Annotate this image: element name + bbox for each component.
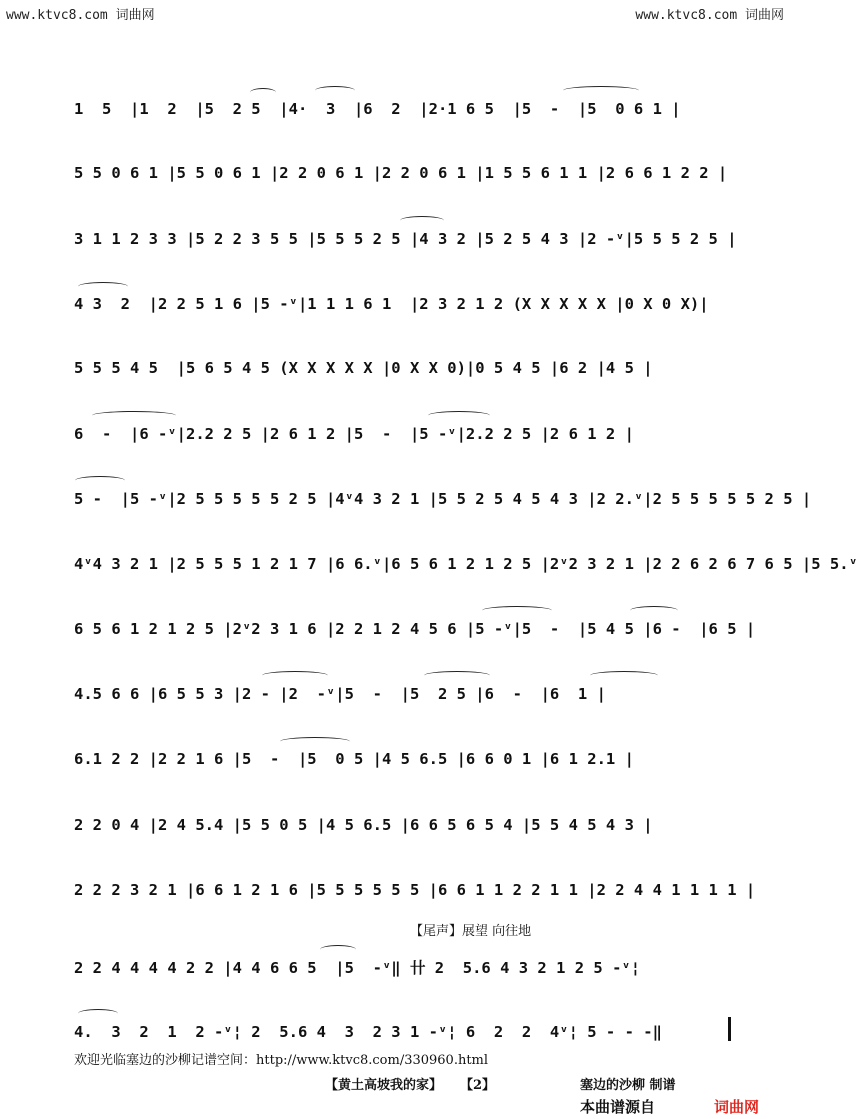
footer-link: 欢迎光临塞边的沙柳记谱空间：http://www.ktvc8.com/330960.html xyxy=(74,1053,489,1068)
song-title: 【黄土高坡我的家】 xyxy=(325,1078,443,1093)
tie-mark xyxy=(250,88,276,97)
score-row-6: 6 - |6 -ᵛ|2.2 2 5 |2 6 1 2 |5 - |5 -ᵛ|2.2 2 5 |2 6 1 2 | xyxy=(74,425,634,443)
section-label-coda: 【尾声】展望 向往地 xyxy=(410,924,532,939)
tie-mark xyxy=(428,411,490,420)
header-watermark-right: www.ktvc8.com 词曲网 xyxy=(635,8,784,23)
source-label: 本曲谱源自 xyxy=(580,1098,656,1116)
score-row-9: 6 5 6 1 2 1 2 5 |2ᵛ2 3 1 6 |2 2 1 2 4 5 6 |5 -ᵛ|5 - |5 4 5 |6 - |6 5 | xyxy=(74,620,756,638)
tie-mark xyxy=(482,606,552,615)
final-barline xyxy=(728,1017,731,1041)
arranger-credit: 塞边的沙柳 制谱 xyxy=(580,1078,676,1093)
tie-mark xyxy=(320,945,356,954)
tie-mark xyxy=(563,86,639,95)
tie-mark xyxy=(630,606,678,615)
header-watermark-left: www.ktvc8.com 词曲网 xyxy=(6,8,155,23)
score-row-8: 4ᵛ4 3 2 1 |2 5 5 5 1 2 1 7 |6 6.ᵛ|6 5 6 1 2 1 2 5 |2ᵛ2 3 2 1 |2 2 6 2 6 7 6 5 |5 5.ᵛ xyxy=(74,555,858,573)
score-row-11: 6.1 2 2 |2 2 1 6 |5 - |5 0 5 |4 5 6.5 |6 6 0 1 |6 1 2.1 | xyxy=(74,750,634,768)
tie-mark xyxy=(315,86,355,95)
score-row-14: 2 2 4 4 4 4 2 2 |4 4 6 6 5 |5 -ᵛ‖ 卄 2 5.6 4 3 2 1 2 5 -ᵛ¦ xyxy=(74,959,641,977)
site-logo: 词曲网 xyxy=(714,1098,760,1116)
tie-mark xyxy=(75,476,125,485)
score-row-1: 1 5 |1 2 |5 2 5 |4· 3 |6 2 |2·1 6 5 |5 - |5 0 6 1 | xyxy=(74,100,681,118)
score-row-7: 5 - |5 -ᵛ|2 5 5 5 5 5 2 5 |4ᵛ4 3 2 1 |5 5 2 5 4 5 4 3 |2 2.ᵛ|2 5 5 5 5 5 2 5 | xyxy=(74,490,812,508)
tie-mark xyxy=(78,1009,118,1018)
score-row-15: 4. 3 2 1 2 -ᵛ¦ 2 5.6 4 3 2 3 1 -ᵛ¦ 6 2 2 4ᵛ¦ 5 - - -‖ xyxy=(74,1023,662,1041)
tie-mark xyxy=(400,216,444,225)
score-row-13: 2 2 2 3 2 1 |6 6 1 2 1 6 |5 5 5 5 5 5 |6 6 1 1 2 2 1 1 |2 2 4 4 1 1 1 1 | xyxy=(74,881,756,899)
score-row-12: 2 2 0 4 |2 4 5.4 |5 5 0 5 |4 5 6.5 |6 6 5 6 5 4 |5 5 4 5 4 3 | xyxy=(74,816,653,834)
tie-mark xyxy=(92,411,176,420)
score-row-5: 5 5 5 4 5 |5 6 5 4 5 (X X X X X |0 X X 0)|0 5 4 5 |6 2 |4 5 | xyxy=(74,359,653,377)
tie-mark xyxy=(262,671,328,680)
tie-mark xyxy=(78,282,128,291)
score-row-2: 5 5 0 6 1 |5 5 0 6 1 |2 2 0 6 1 |2 2 0 6 1 |1 5 5 6 1 1 |2 6 6 1 2 2 | xyxy=(74,164,728,182)
tie-mark xyxy=(424,671,490,680)
score-row-4: 4 3 2 |2 2 5 1 6 |5 -ᵛ|1 1 1 6 1 |2 3 2 1 2 (X X X X X |0 X 0 X)| xyxy=(74,295,709,313)
score-row-3: 3 1 1 2 3 3 |5 2 2 3 5 5 |5 5 5 2 5 |4 3 2 |5 2 5 4 3 |2 -ᵛ|5 5 5 2 5 | xyxy=(74,230,737,248)
page-number: 【2】 xyxy=(460,1078,496,1093)
tie-mark xyxy=(590,671,658,680)
tie-mark xyxy=(280,737,350,746)
score-row-10: 4.5 6 6 |6 5 5 3 |2 - |2 -ᵛ|5 - |5 2 5 |6 - |6 1 | xyxy=(74,685,606,703)
